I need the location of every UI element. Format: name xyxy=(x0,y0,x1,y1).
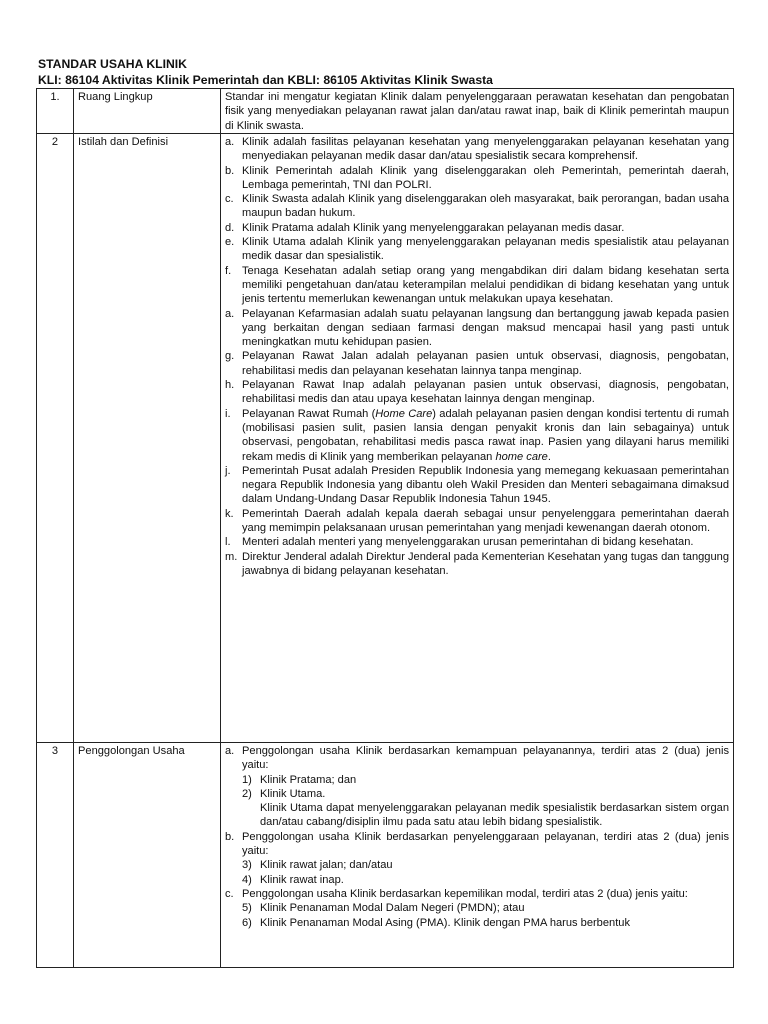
row-topic: Istilah dan Definisi xyxy=(74,134,221,743)
list-item: a. Penggolongan usaha Klinik berdasarkan kemampuan pelayanannya, terdiri atas 2 (dua) jenis yaitu: xyxy=(225,745,729,772)
list-item: k. Pemerintah Daerah adalah kepala daerah sebagai unsur penyelenggara pemerintahan daerah yang memimpin pelaksanaan urusan pemerintahan yang menjadi kewenangan daerah otonom. xyxy=(225,507,729,535)
list-item: f. Tenaga Kesehatan adalah setiap orang yang mengabdikan diri dalam bidang kesehatan serta memiliki pengetahuan dan/atau keterampilan melalui pendidikan di bidang kesehatan yang untuk jenis tertentu memerlukan kewenangan untuk melakukan upaya kesehatan. xyxy=(225,264,729,306)
row-number: 3 xyxy=(37,743,74,968)
sub-list-item: 2) Klinik Utama. xyxy=(242,787,326,800)
list-item: l. Menteri adalah menteri yang menyelenggarakan urusan pemerintahan di bidang kesehatan. xyxy=(225,536,694,549)
definition-list xyxy=(221,134,734,743)
list-item: g. Pelayanan Rawat Jalan adalah pelayanan pasien untuk observasi, diagnosis, pengobatan, rehabilitasi medis dan pelayanan kesehatan lainnya tanpa menginap. xyxy=(225,350,729,377)
row-number: 1. xyxy=(37,89,74,134)
list-item: a. Klinik adalah fasilitas pelayanan kesehatan yang menyelenggarakan pelayanan kesehatan yang menyediakan pelayanan medik dasar dan/atau spesialistik secara komprehensif. xyxy=(225,136,729,163)
sub-list-item: 6) Klinik Penanaman Modal Asing (PMA). Klinik dengan PMA harus berbentuk xyxy=(242,916,630,929)
list-item: j. Pemerintah Pusat adalah Presiden Republik Indonesia yang memegang kekuasaan pemerintahan negara Republik Indonesia yang dibantu oleh Wakil Presiden dan Menteri sebagaimana dimaksud dalam Undang-Undang Dasar Republik Indonesia Tahun 1945. xyxy=(225,464,729,506)
table-row xyxy=(37,134,734,743)
row-topic: Ruang Lingkup xyxy=(74,89,221,134)
sub-list-item: 4) Klinik rawat inap. xyxy=(242,873,344,886)
list-item: d. Klinik Pratama adalah Klinik yang menyelenggarakan pelayanan medis dasar. xyxy=(225,221,625,234)
standard-table xyxy=(36,88,734,968)
table-row xyxy=(37,743,734,968)
list-item: b. Klinik Pemerintah adalah Klinik yang diselenggarakan oleh Pemerintah, pemerintah daerah, Lembaga pemerintah, TNI dan POLRI. xyxy=(225,164,729,191)
list-item: e. Klinik Utama adalah Klinik yang menyelenggarakan pelayanan medis spesialistik atau pelayanan medik dasar dan spesialistik. xyxy=(225,236,729,263)
sub-list-item: 5) Klinik Penanaman Modal Dalam Negeri (PMDN); atau xyxy=(242,902,525,915)
list-item: i. Pelayanan Rawat Rumah (Home Care) adalah pelayanan pasien dengan kondisi tertentu di rumah (mobilisasi pasien sulit, pasien lansia dengan penyakit kronis dan lain sebagainya) untuk observasi, pengobatan, rehabilitasi medis pasca rawat inap. Pasien yang dilayani harus memiliki rekam medis di Klinik yang memberikan pelayanan home care. xyxy=(225,407,729,463)
list-item: c. Penggolongan usaha Klinik berdasarkan kepemilikan modal, terdiri atas 2 (dua) jenis yaitu: xyxy=(225,887,688,900)
row-text: Standar ini mengatur kegiatan Klinik dalam penyelenggaraan perawatan kesehatan dan pengobatan fisik yang menyediakan pelayanan rawat jalan dan/atau rawat inap, baik di Klinik pemerintah maupun di Klinik swasta. xyxy=(221,89,734,134)
document-title: STANDAR USAHA KLINIK xyxy=(38,57,187,71)
sub-list-item: 3) Klinik rawat jalan; dan/atau xyxy=(242,859,393,872)
list-item: b. Penggolongan usaha Klinik berdasarkan penyelenggaraan pelayanan, terdiri atas 2 (dua) jenis yaitu: xyxy=(225,830,729,858)
document-subtitle: KLI: 86104 Aktivitas Klinik Pemerintah dan KBLI: 86105 Aktivitas Klinik Swasta xyxy=(38,72,493,87)
sub-list-note: Klinik Utama dapat menyelenggarakan pelayanan medik spesialistik berdasarkan sistem organ dan/atau cabang/disiplin ilmu pada satu atau lebih bidang spesialistik. xyxy=(260,802,729,829)
list-item: a. Pelayanan Kefarmasian adalah suatu pelayanan langsung dan bertanggung jawab kepada pasien yang berkaitan dengan sediaan farmasi dengan maksud mencapai hasil yang pasti untuk meningkatkan mutu kehidupan pasien. xyxy=(225,307,729,349)
list-item: h. Pelayanan Rawat Inap adalah pelayanan pasien untuk observasi, diagnosis, pengobatan, rehabilitasi medis dan atau upaya kesehatan lainnya dengan menginap. xyxy=(225,379,729,406)
sub-list-item: 1) Klinik Pratama; dan xyxy=(242,773,357,786)
list-item: m. Direktur Jenderal adalah Direktur Jenderal pada Kementerian Kesehatan yang tugas dan tanggung jawabnya di bidang pelayanan kesehatan. xyxy=(225,550,729,577)
document-heading xyxy=(38,57,493,88)
list-item: c. Klinik Swasta adalah Klinik yang diselenggarakan oleh masyarakat, baik perorangan, badan usaha maupun badan hukum. xyxy=(225,193,729,220)
row-topic: Penggolongan Usaha xyxy=(74,743,221,968)
table-row xyxy=(37,89,734,134)
row-number: 2 xyxy=(37,134,74,743)
classification-list xyxy=(221,743,734,968)
